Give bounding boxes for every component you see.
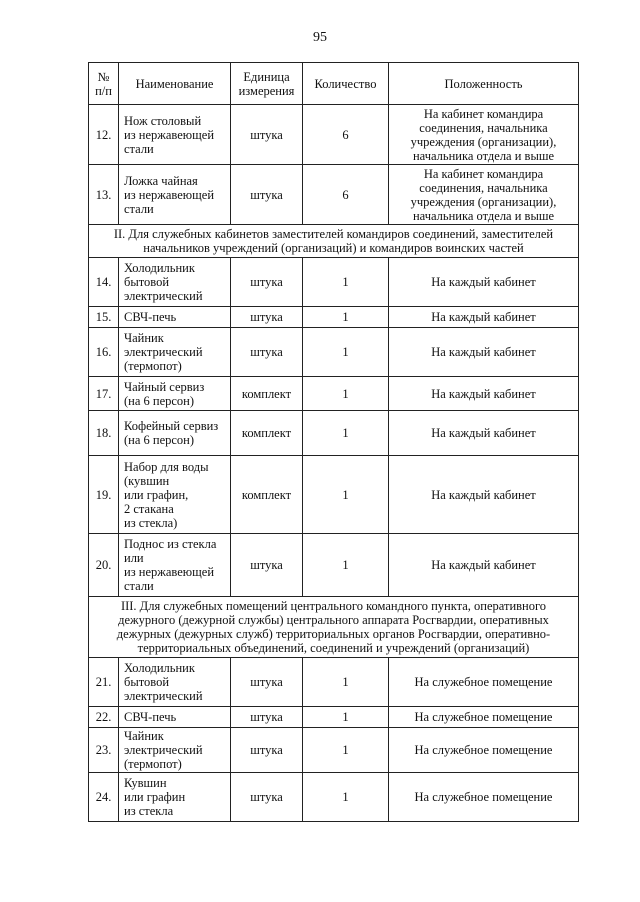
cell-name: Чайник электрический (термопот): [119, 328, 231, 377]
cell-name: СВЧ-печь: [119, 707, 231, 728]
cell-name: Поднос из стекла или из нержавеющей стали: [119, 534, 231, 597]
cell-qty: 1: [303, 328, 389, 377]
cell-qty: 6: [303, 165, 389, 225]
section-title: III. Для служебных помещений центрального командного пункта, оперативного дежурного (дежурной службы) центрального аппарата Росгвардии, оперативных дежурных (дежурных служб) территориальных органов Росгвардии, оперативно- территориальных объединений, соединений и учреждений (организаций): [89, 597, 579, 658]
cell-num: 21.: [89, 658, 119, 707]
cell-unit: комплект: [231, 377, 303, 411]
cell-qty: 1: [303, 411, 389, 456]
cell-qty: 1: [303, 377, 389, 411]
table-row: [89, 377, 579, 411]
cell-unit: штука: [231, 105, 303, 165]
cell-name: СВЧ-печь: [119, 307, 231, 328]
cell-num: 12.: [89, 105, 119, 165]
cell-norm: На служебное помещение: [389, 707, 579, 728]
cell-name: Чайник электрический (термопот): [119, 728, 231, 773]
cell-num: 16.: [89, 328, 119, 377]
cell-unit: штука: [231, 165, 303, 225]
cell-name: Холодильник бытовой электрический: [119, 258, 231, 307]
cell-norm: На каждый кабинет: [389, 328, 579, 377]
header-qty: Количество: [303, 63, 389, 105]
table-row: [89, 411, 579, 456]
cell-unit: штука: [231, 534, 303, 597]
table-row: [89, 728, 579, 773]
cell-num: 15.: [89, 307, 119, 328]
cell-num: 14.: [89, 258, 119, 307]
cell-norm: На служебное помещение: [389, 773, 579, 822]
cell-norm: На каждый кабинет: [389, 456, 579, 534]
cell-norm: На каждый кабинет: [389, 258, 579, 307]
cell-unit: штука: [231, 658, 303, 707]
table-header: [89, 63, 579, 105]
table-row: [89, 105, 579, 165]
cell-name: Кофейный сервиз (на 6 персон): [119, 411, 231, 456]
cell-norm: На каждый кабинет: [389, 534, 579, 597]
table-row: [89, 307, 579, 328]
table-row: [89, 456, 579, 534]
cell-norm: На каждый кабинет: [389, 307, 579, 328]
table-row: [89, 165, 579, 225]
equipment-table: [88, 62, 579, 822]
cell-unit: штука: [231, 773, 303, 822]
cell-qty: 1: [303, 728, 389, 773]
header-name: Наименование: [119, 63, 231, 105]
cell-unit: штука: [231, 307, 303, 328]
cell-name: Чайный сервиз (на 6 персон): [119, 377, 231, 411]
cell-num: 23.: [89, 728, 119, 773]
header-unit: Единица измерения: [231, 63, 303, 105]
cell-num: 13.: [89, 165, 119, 225]
cell-name: Холодильник бытовой электрический: [119, 658, 231, 707]
table-row: [89, 707, 579, 728]
cell-name: Кувшин или графин из стекла: [119, 773, 231, 822]
cell-qty: 1: [303, 773, 389, 822]
cell-unit: штука: [231, 707, 303, 728]
cell-qty: 1: [303, 456, 389, 534]
cell-num: 20.: [89, 534, 119, 597]
cell-qty: 1: [303, 658, 389, 707]
table-row: [89, 328, 579, 377]
cell-unit: штука: [231, 328, 303, 377]
table-row: [89, 773, 579, 822]
cell-qty: 1: [303, 707, 389, 728]
cell-qty: 1: [303, 258, 389, 307]
cell-unit: штука: [231, 728, 303, 773]
section-row: [89, 597, 579, 658]
cell-name: Набор для воды (кувшин или графин, 2 стакана из стекла): [119, 456, 231, 534]
section-title: II. Для служебных кабинетов заместителей командиров соединений, заместителей начальников учреждений (организаций) и командиров воинских частей: [89, 225, 579, 258]
cell-unit: штука: [231, 258, 303, 307]
cell-norm: На служебное помещение: [389, 658, 579, 707]
cell-num: 24.: [89, 773, 119, 822]
cell-unit: комплект: [231, 456, 303, 534]
cell-qty: 1: [303, 534, 389, 597]
cell-name: Ложка чайная из нержавеющей стали: [119, 165, 231, 225]
cell-qty: 6: [303, 105, 389, 165]
cell-norm: На каждый кабинет: [389, 411, 579, 456]
table-row: [89, 658, 579, 707]
header-num: № п/п: [89, 63, 119, 105]
table-row: [89, 258, 579, 307]
cell-num: 19.: [89, 456, 119, 534]
cell-num: 18.: [89, 411, 119, 456]
cell-norm: На кабинет командира соединения, начальника учреждения (организации), начальника отдела и выше: [389, 105, 579, 165]
cell-name: Нож столовый из нержавеющей стали: [119, 105, 231, 165]
table-row: [89, 534, 579, 597]
page-number: 95: [313, 30, 327, 45]
cell-num: 22.: [89, 707, 119, 728]
section-row: [89, 225, 579, 258]
cell-norm: На каждый кабинет: [389, 377, 579, 411]
cell-unit: комплект: [231, 411, 303, 456]
cell-norm: На служебное помещение: [389, 728, 579, 773]
cell-num: 17.: [89, 377, 119, 411]
cell-norm: На кабинет командира соединения, начальника учреждения (организации), начальника отдела и выше: [389, 165, 579, 225]
header-norm: Положенность: [389, 63, 579, 105]
cell-qty: 1: [303, 307, 389, 328]
